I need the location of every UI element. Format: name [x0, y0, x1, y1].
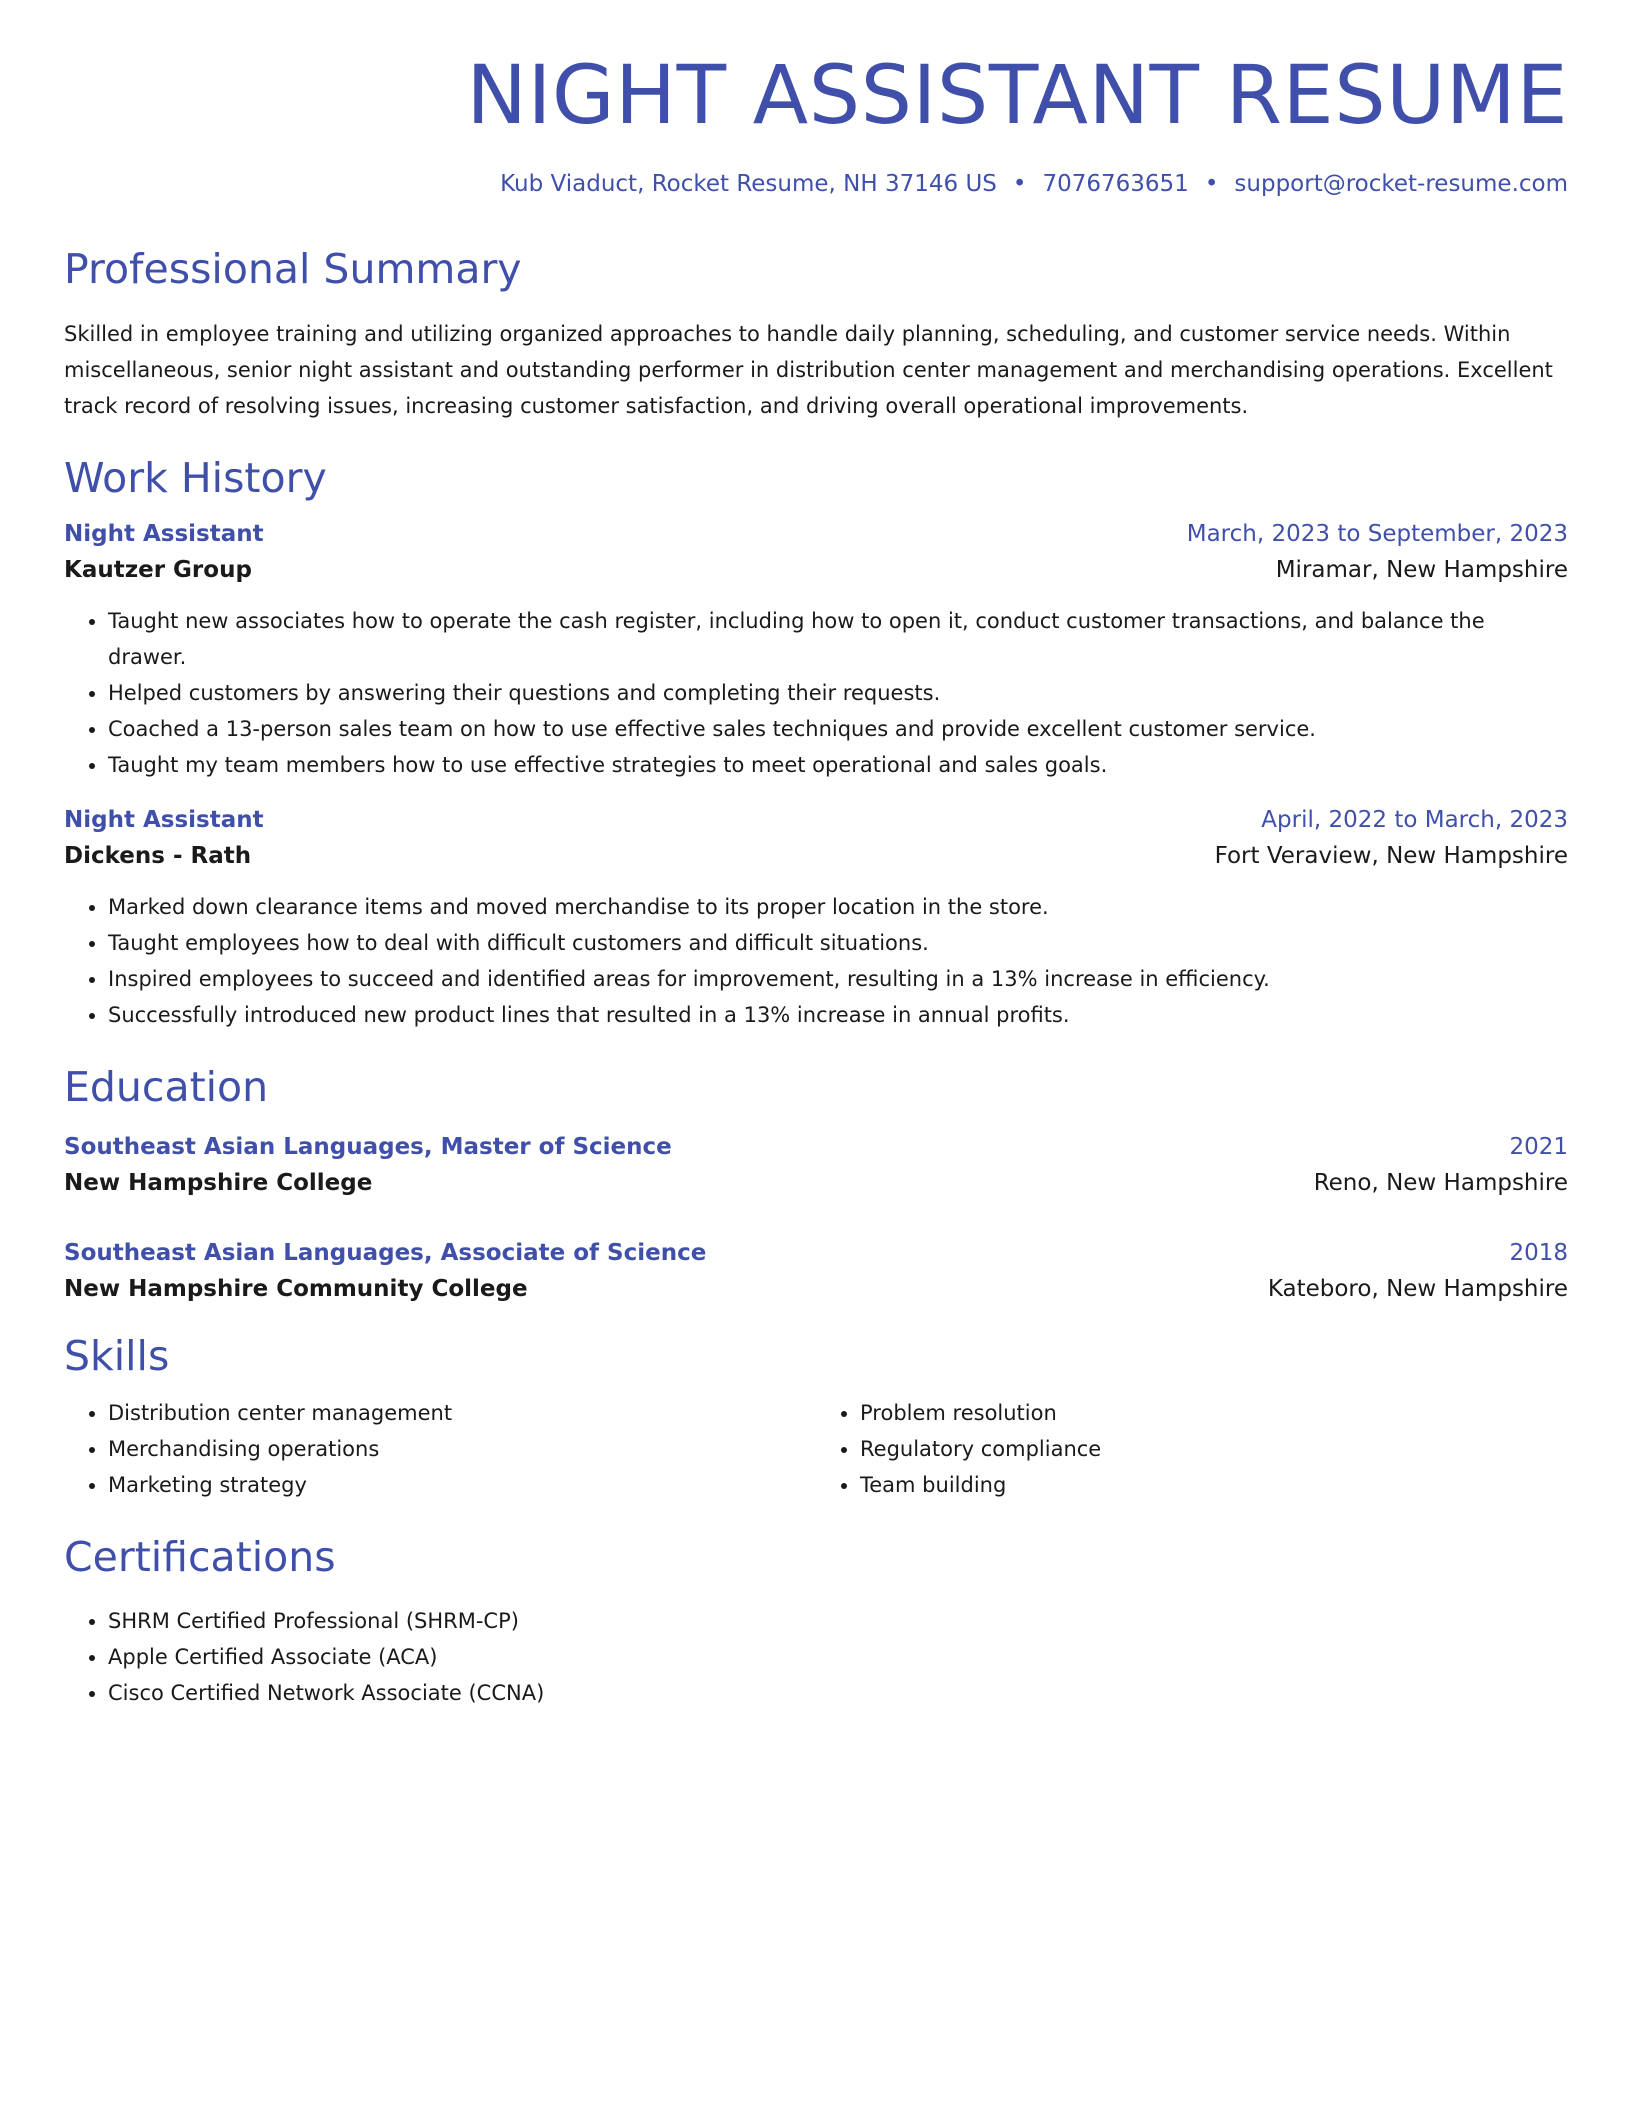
job-entry	[64, 807, 1568, 1033]
job-title: Night Assistant	[64, 521, 264, 548]
address: Kub Viaduct, Rocket Resume, NH 37146 US	[500, 171, 997, 198]
list-item: • Problem resolution	[860, 1395, 1568, 1431]
skills-list-left	[64, 1395, 816, 1503]
list-item: • Taught employees how to deal with difficult customers and difficult situations.	[108, 925, 1568, 961]
education-entry	[64, 1240, 1568, 1302]
degree: Southeast Asian Languages, Associate of Science	[64, 1240, 707, 1267]
skills-list-right	[816, 1395, 1568, 1503]
job-header-row	[64, 807, 1568, 833]
list-item: • Cisco Certified Network Associate (CCNA)	[108, 1675, 1568, 1711]
list-item: • SHRM Certified Professional (SHRM-CP)	[108, 1603, 1568, 1639]
separator-dot: •	[1012, 171, 1027, 198]
job-entry	[64, 521, 1568, 783]
list-item: • Apple Certified Associate (ACA)	[108, 1639, 1568, 1675]
job-location: Fort Veraview, New Hampshire	[1214, 843, 1568, 870]
job-title: Night Assistant	[64, 807, 264, 834]
list-item: • Marked down clearance items and moved merchandise to its proper location in the store.	[108, 889, 1568, 925]
page-title: NIGHT ASSISTANT RESUME	[466, 49, 1568, 143]
job-bullets	[64, 603, 1568, 783]
graduation-year: 2021	[1509, 1134, 1568, 1161]
section-title-skills: Skills	[64, 1332, 170, 1381]
job-company-row	[64, 557, 1568, 583]
list-item: • Marketing strategy	[108, 1467, 816, 1503]
education-school-row	[64, 1170, 1568, 1196]
email-link[interactable]: support@rocket-resume.com	[1234, 171, 1568, 198]
contact-line	[64, 171, 1568, 199]
skills-columns	[64, 1395, 1568, 1503]
list-item: • Team building	[860, 1467, 1568, 1503]
section-title-summary: Professional Summary	[64, 244, 522, 293]
school-name: New Hampshire Community College	[64, 1276, 528, 1303]
list-item: • Merchandising operations	[108, 1431, 816, 1467]
list-item: • Successfully introduced new product lines that resulted in a 13% increase in annual profits.	[108, 997, 1568, 1033]
summary-text: Skilled in employee training and utilizing organized approaches to handle daily planning, scheduling, and customer service needs. Within miscellaneous, senior night assistant and outstanding performer in distribution center management and merchandising operations. Excellent track record of resolving issues, increasing customer satisfaction, and driving overall operational improvements.	[64, 321, 1553, 418]
job-company: Dickens - Rath	[64, 843, 252, 870]
section-title-education: Education	[64, 1063, 269, 1112]
education-entry	[64, 1134, 1568, 1196]
job-bullets	[64, 889, 1568, 1033]
job-dates: April, 2022 to March, 2023	[1261, 807, 1568, 834]
education-header-row	[64, 1134, 1568, 1160]
list-item: • Taught new associates how to operate the cash register, including how to open it, conduct customer transactions, and balance the drawer.	[108, 603, 1568, 675]
graduation-year: 2018	[1509, 1240, 1568, 1267]
list-item: • Inspired employees to succeed and identified areas for improvement, resulting in a 13% increase in efficiency.	[108, 961, 1568, 997]
certifications-list	[64, 1603, 1568, 1711]
education-header-row	[64, 1240, 1568, 1266]
job-dates: March, 2023 to September, 2023	[1186, 521, 1568, 548]
list-item: • Helped customers by answering their questions and completing their requests.	[108, 675, 1568, 711]
school-location: Reno, New Hampshire	[1313, 1170, 1568, 1197]
education-school-row	[64, 1276, 1568, 1302]
separator-dot: •	[1204, 171, 1219, 198]
job-company: Kautzer Group	[64, 557, 252, 584]
job-header-row	[64, 521, 1568, 547]
section-title-work-history: Work History	[64, 453, 327, 502]
phone: 7076763651	[1042, 171, 1189, 198]
list-item: • Taught my team members how to use effective strategies to meet operational and sales goals.	[108, 747, 1568, 783]
job-location: Miramar, New Hampshire	[1275, 557, 1568, 584]
list-item: • Regulatory compliance	[860, 1431, 1568, 1467]
school-location: Kateboro, New Hampshire	[1267, 1276, 1568, 1303]
resume-header	[64, 49, 1568, 199]
degree: Southeast Asian Languages, Master of Science	[64, 1134, 672, 1161]
school-name: New Hampshire College	[64, 1170, 373, 1197]
section-title-certifications: Certifications	[64, 1533, 336, 1582]
job-company-row	[64, 843, 1568, 869]
list-item: • Distribution center management	[108, 1395, 816, 1431]
list-item: • Coached a 13-person sales team on how to use effective sales techniques and provide excellent customer service.	[108, 711, 1568, 747]
